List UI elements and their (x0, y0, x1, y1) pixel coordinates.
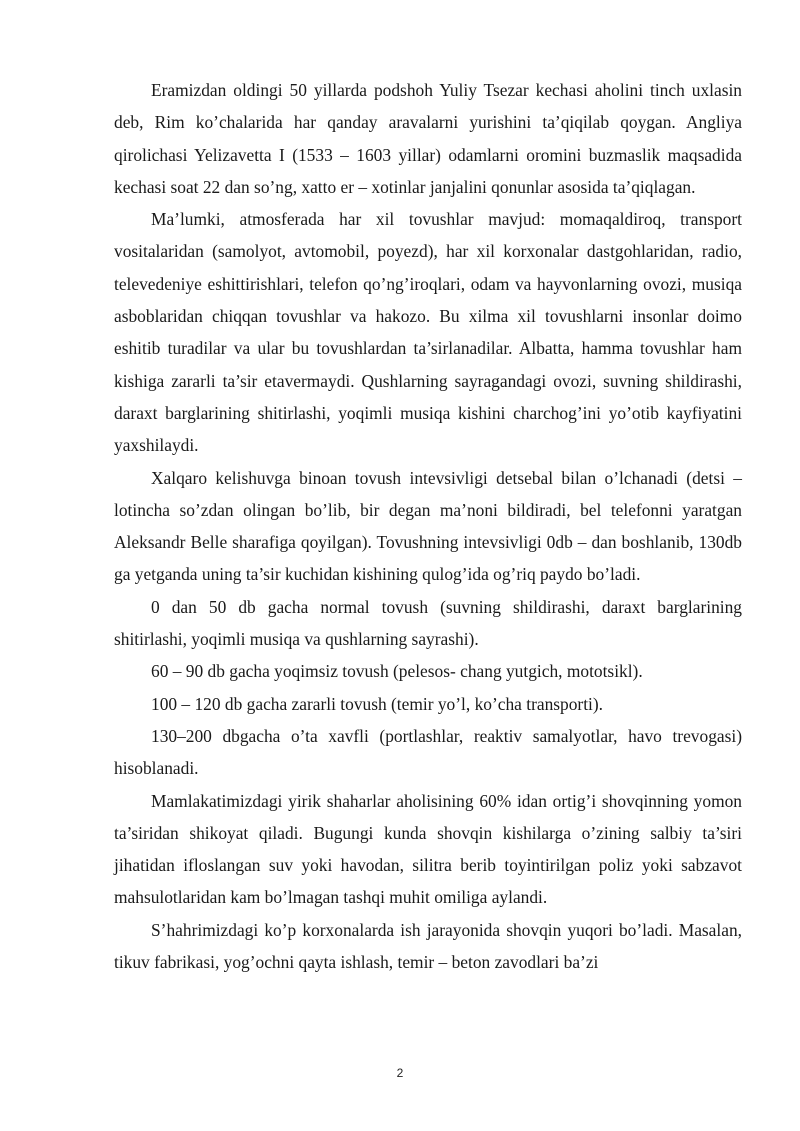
page-number: 2 (396, 1066, 404, 1080)
paragraph-unpleasant-sound: 60 – 90 db gacha yoqimsiz tovush (pelesos- chang yutgich, mototsikl). (151, 661, 643, 682)
paragraph-city-noise: Mamlakatimizdagi yirik shaharlar aholisining 60% idan ortig’i shovqinning yomon ta’siridan shikoyat qiladi. Bugungi kunda shovqin kishilarga o’zining salbiy ta’siri jihatidan ifloslangan suv yoki havodan, silitra berib toyintirilgan poliz yoki sabzavot mahsulotlaridan kam bo’lmagan tashqi muhit omiliga aylandi. (114, 790, 742, 908)
paragraph-dangerous-sound: 130–200 dbgacha o’ta xavfli (portlashlar, reaktiv samalyotlar, havo trevogasi) hisoblanadi. (114, 725, 742, 779)
paragraph-decibel-definition: Xalqaro kelishuvga binoan tovush intevsivligi detsebal bilan o’lchanadi (detsi – lotincha so’zdan olingan bo’lib, bir degan ma’noni bildiradi, bel telefonni yaratgan Aleksandr Belle sharafiga qoyilgan). Tovushning intevsivligi 0db – dan boshlanib, 130db ga yetganda uning ta’sir kuchidan kishining qulog’ida og’riq paydo bo’ladi. (114, 467, 742, 585)
paragraph-atmosphere-sounds: Ma’lumki, atmosferada har xil tovushlar mavjud: momaqaldiroq, transport vositalaridan (samolyot, avtomobil, poyezd), har xil korxonalar dastgohlaridan, radio, televedeniye eshittirishlari, telefon qo’ng’iroqlari, odam va hayvonlarning ovozi, musiqa asboblaridan chiqqan tovushlar va hakozo. Bu xilma xil tovushlarni insonlar doimo eshitib turadilar va ular bu tovushlardan ta’sirlanadilar. Albatta, hamma tovushlar ham kishiga zararli ta’sir etavermaydi. Qushlarning sayragandagi ovozi, suvning shildirashi, daraxt barglarining shitirlashi, yoqimli musiqa kishini charchog’ini yo’otib kayfiyatini yaxshilaydi. (114, 209, 742, 456)
paragraph-normal-sound: 0 dan 50 db gacha normal tovush (suvning shildirashi, daraxt barglarining shitirlashi, yoqimli musiqa va qushlarning sayrashi). (114, 596, 742, 650)
paragraph-caesar-elizabeth: Eramizdan oldingi 50 yillarda podshoh Yuliy Tsezar kechasi aholini tinch uxlasin deb, Rim ko’chalarida har qanday aravalarni yurishini ta’qiqilab qoygan. Angliya qirolichasi Yelizavetta I (1533 – 1603 yillar) odamlarni oromini buzmaslik maqsadida kechasi soat 22 dan so’ng, xatto er – xotinlar janjalini qonunlar asosida ta’qiqlagan. (114, 80, 742, 197)
document-body (114, 74, 742, 978)
paragraph-harmful-sound: 100 – 120 db gacha zararli tovush (temir yo’l, ko’cha transporti). (151, 693, 604, 714)
paragraph-factory-noise: S’hahrimizdagi ko’p korxonalarda ish jarayonida shovqin yuqori bo’ladi. Masalan, tikuv fabrikasi, yog’ochni qayta ishlash, temir – beton zavodlari ba’zi (114, 919, 742, 973)
